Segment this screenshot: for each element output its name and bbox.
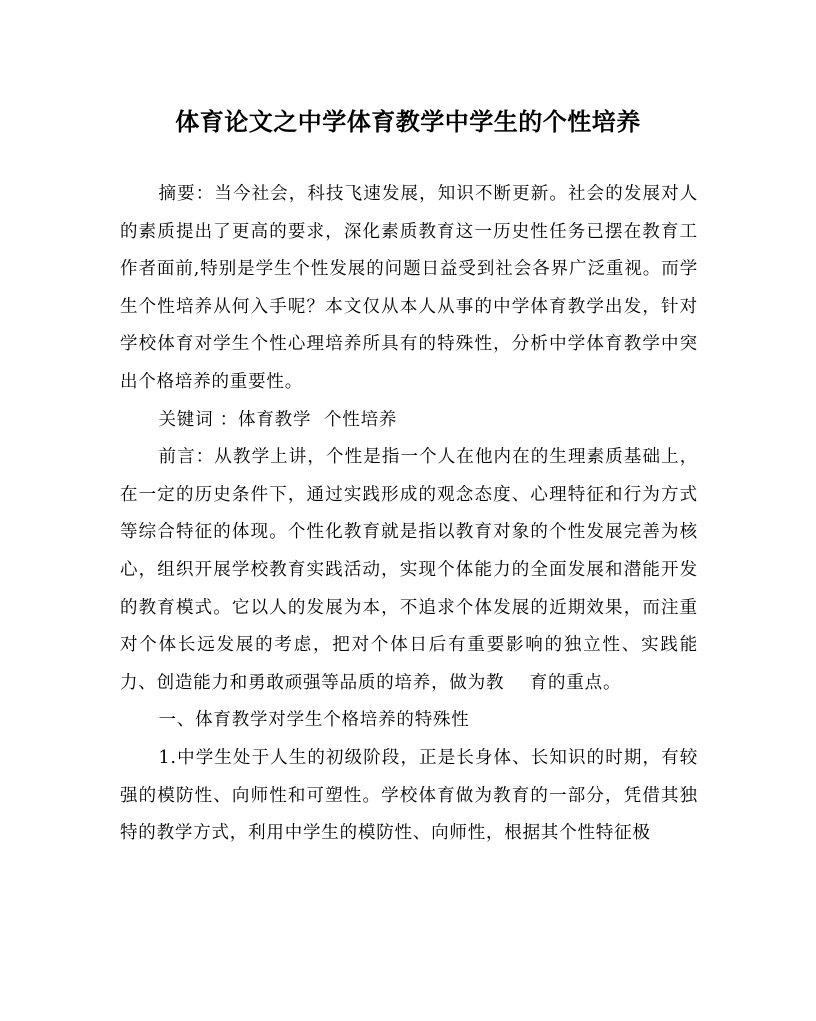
section-heading: 一、体育教学对学生个格培养的特殊性: [158, 710, 470, 731]
keywords-paragraph: 关键词 ：体育教学 个性培养: [158, 409, 398, 430]
document-title: 体育论文之中学体育教学中学生的个性培养: [175, 107, 641, 136]
abstract-paragraph: 摘要：当今社会，科技飞速发展，知识不断更新。社会的发展对人的素质提出了更高的要求，深化素质教育这一历史性任务已摆在教育工作者面前,特别是学生个性发展的问题日益受到社会各界广泛重视。而学生个性培养从何入手呢？本文仅从本人从事的中学体育教学出发，针对学校体育对学生个性心理培养所具有的特殊性，分析中学体育教学中突出个格培养的重要性。: [120, 184, 698, 392]
document-body: [120, 176, 698, 853]
section-paragraph: 1.中学生处于人生的初级阶段，正是长身体、长知识的时期，有较强的模防性、向师性和可塑性。学校体育做为教育的一部分，凭借其独特的教学方式，利用中学生的模防性、向师性，根据其个性特征极: [120, 747, 698, 844]
preface-paragraph: 前言：从教学上讲，个性是指一个人在他内在的生理素质基础上，在一定的历史条件下，通过实践形成的观念态度、心理特征和行为方式等综合特征的体现。个性化教育就是指以教育对象的个性发展完善为核心，组织开展学校教育实践活动，实现个体能力的全面发展和潜能开发的教育模式。它以人的发展为本，不追求个体发展的近期效果，而注重对个体长远发展的考虑，把对个体日后有重要影响的独立性、实践能力、创造能力和勇敢顽强等品质的培养，做为教 育的重点。: [120, 447, 698, 693]
